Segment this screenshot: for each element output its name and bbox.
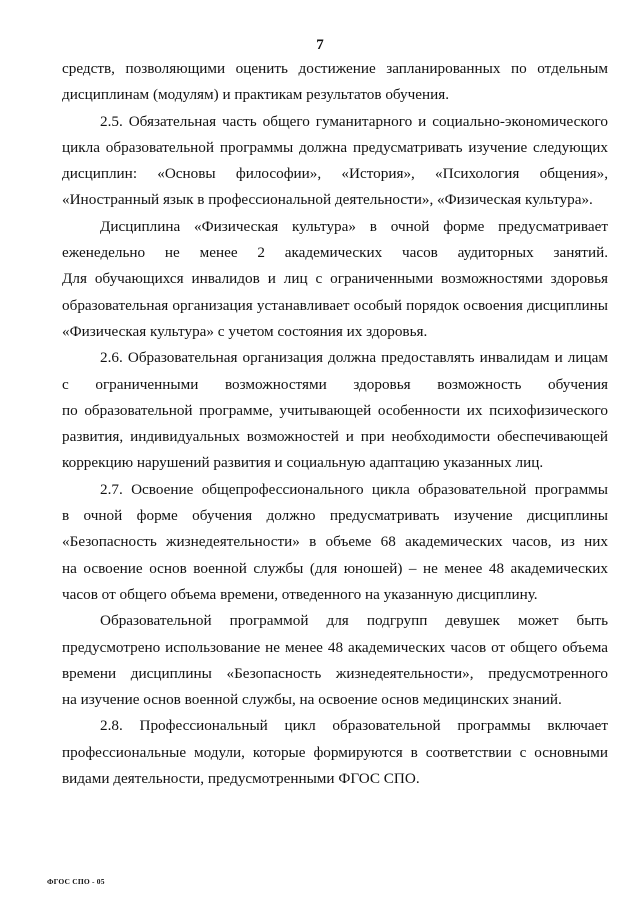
paragraph-girls-subgroups [62,608,608,713]
text-line: 2.7. Освоение общепрофессионального цикла образовательной программы [100,480,608,498]
text-line: видами деятельности, предусмотренными ФГОС СПО. [62,770,420,788]
text-line: 2.5. Обязательная часть общего гуманитарного и социально-экономического [100,112,608,130]
paragraph-2-6 [62,345,608,476]
text-line: образовательная организация устанавливает особый порядок освоения дисциплины [62,296,608,314]
text-line: с ограниченными возможностями здоровья возможность обучения [62,375,608,393]
text-line: еженедельно не менее 2 академических часов аудиторных занятий. [62,244,608,262]
text-line: «Иностранный язык в профессиональной деятельности», «Физическая культура». [62,191,593,209]
text-line: на изучение основ военной службы, на освоение основ медицинских знаний. [62,691,562,709]
text-line: времени дисциплины «Безопасность жизнедеятельности», предусмотренного [62,664,608,682]
page-number: 7 [316,37,324,53]
text-line: «Физическая культура» с учетом состояния их здоровья. [62,322,428,340]
text-line: 2.8. Профессиональный цикл образовательной программы включает [100,717,608,735]
text-line: «Безопасность жизнедеятельности» в объеме 68 академических часов, из них [62,533,608,551]
text-line: Для обучающихся инвалидов и лиц с ограниченными возможностями здоровья [62,270,608,288]
text-line: дисциплинам (модулям) и практикам результатов обучения. [62,86,450,104]
text-line: развития, индивидуальных возможностей и при необходимости обеспечивающей [62,428,608,446]
text-line: по образовательной программе, учитывающей особенности их психофизического [62,401,608,419]
paragraph-2-7 [62,477,608,608]
text-line: предусмотрено использование не менее 48 академических часов от общего объема [62,638,608,656]
footer-code: ФГОС СПО - 05 [47,877,105,886]
paragraph-2-5 [62,109,608,214]
text-line: средств, позволяющими оценить достижение запланированных по отдельным [62,60,608,77]
paragraph-2-8 [62,713,608,792]
text-line: цикла образовательной программы должна предусматривать изучение следующих [62,138,608,156]
text-line: дисциплин: «Основы философии», «История», «Психология общения», [62,165,608,183]
text-line: Образовательной программой для подгрупп девушек может быть [100,612,608,630]
text-line: коррекцию нарушений развития и социальную адаптацию указанных лиц. [62,454,544,472]
paragraph-physical-culture [62,214,608,345]
text-line: 2.6. Образовательная организация должна предоставлять инвалидам и лицам [100,349,608,367]
document-body [62,56,608,792]
text-line: на освоение основ военной службы (для юношей) – не менее 48 академических [62,559,608,577]
text-line: в очной форме обучения должно предусматривать изучение дисциплины [62,507,608,525]
text-line: часов от общего объема времени, отведенного на указанную дисциплину. [62,585,538,603]
text-line: профессиональные модули, которые формируются в соответствии с основными [62,743,608,761]
text-line: Дисциплина «Физическая культура» в очной форме предусматривает [100,217,608,235]
paragraph-continuation [62,56,608,109]
